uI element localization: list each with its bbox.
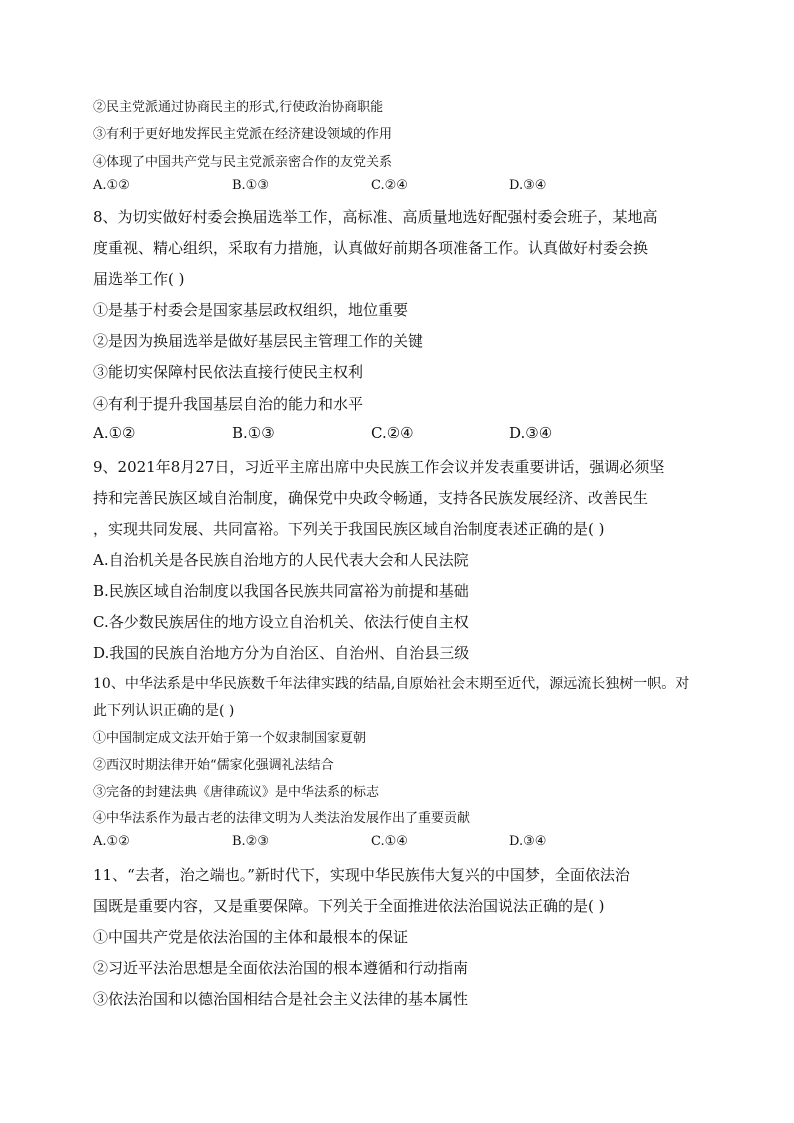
- q8-stem-line-3: 届选举工作( ): [93, 270, 185, 288]
- q8-option-d: D.③④: [509, 424, 553, 442]
- q8-stem-line-1: 8、为切实做好村委会换届选举工作，高标准、高质量地选好配强村委会班子，某地高: [93, 208, 658, 226]
- q10-option-b: B.②③: [232, 834, 269, 849]
- q7-statement-4: ④体现了中国共产党与民主党派亲密合作的友党关系: [93, 155, 393, 170]
- q11-stem-line-2: 国既是重要内容，又是重要保障。下列关于全面推进依法治国说法正确的是( ): [93, 897, 605, 915]
- q9-option-a: A.自治机关是各民族自治地方的人民代表大会和人民法院: [93, 551, 469, 569]
- q9-stem-line-2: 持和完善民族区域自治制度，确保党中央政令畅通，支持各民族发展经济、改善民生: [93, 489, 649, 507]
- q11-statement-3: ③依法治国和以德治国相结合是社会主义法律的基本属性: [93, 990, 469, 1008]
- q8-statement-2: ②是因为换届选举是做好基层民主管理工作的关键: [93, 332, 424, 350]
- q8-statement-4: ④有利于提升我国基层自治的能力和水平: [93, 395, 364, 413]
- q9-option-b: B.民族区域自治制度以我国各民族共同富裕为前提和基础: [93, 582, 469, 600]
- q10-statement-4: ④中华法系作为最古老的法律文明为人类法治发展作出了重要贡献: [93, 811, 471, 826]
- q7-option-d: D.③④: [509, 178, 547, 193]
- q11-statement-1: ①中国共产党是依法治国的主体和最根本的保证: [93, 928, 409, 946]
- q10-option-d: D.③④: [509, 834, 547, 849]
- q7-statement-2: ②民主党派通过协商民主的形式,行使政治协商职能: [93, 100, 384, 115]
- q10-statement-2: ②西汉时期法律开始“儒家化强调礼法结合: [93, 758, 334, 773]
- q10-stem-line-1: 10、中华法系是中华民族数千年法律实践的结晶,自原始社会末期至近代，源远流长独树一帜。对: [93, 676, 690, 692]
- q10-option-a: A.①②: [93, 834, 130, 849]
- q8-option-c: C.②④: [371, 424, 414, 442]
- q9-stem-line-3: ，实现共同发展、共同富裕。下列关于我国民族区域自治制度表述正确的是( ): [93, 520, 605, 538]
- q9-option-d: D.我国的民族自治地方分为自治区、自治州、自治县三级: [93, 644, 470, 662]
- q7-option-a: A.①②: [93, 178, 130, 193]
- q10-statement-3: ③完备的封建法典《唐律疏议》是中华法系的标志: [93, 785, 380, 800]
- q10-stem-line-2: 此下列认识正确的是( ): [93, 703, 235, 719]
- q8-option-a: A.①②: [93, 424, 136, 442]
- q9-option-c: C.各少数民族居住的地方设立自治机关、依法行使自主权: [93, 613, 469, 631]
- q11-statement-2: ②习近平法治思想是全面依法治国的根本遵循和行动指南: [93, 959, 469, 977]
- q8-statement-1: ①是基于村委会是国家基层政权组织，地位重要: [93, 301, 409, 319]
- q10-statement-1: ①中国制定成文法开始于第一个奴隶制国家夏朝: [93, 731, 367, 746]
- q7-option-c: C.②④: [371, 178, 408, 193]
- q7-option-b: B.①③: [232, 178, 269, 193]
- q7-statement-3: ③有利于更好地发挥民主党派在经济建设领域的作用: [93, 127, 393, 142]
- q11-stem-line-1: 11、“去者，治之端也。”新时代下，实现中华民族伟大复兴的中国梦，全面依法治: [93, 866, 630, 884]
- q8-stem-line-2: 度重视、精心组织，采取有力措施，认真做好前期各项准备工作。认真做好村委会换: [93, 239, 649, 257]
- q8-statement-3: ③能切实保障村民依法直接行使民主权利: [93, 363, 364, 381]
- q10-option-c: C.①④: [371, 834, 408, 849]
- q8-option-b: B.①③: [232, 424, 275, 442]
- q9-stem-line-1: 9、2021年8月27日，习近平主席出席中央民族工作会议并发表重要讲话，强调必须坚: [93, 458, 665, 476]
